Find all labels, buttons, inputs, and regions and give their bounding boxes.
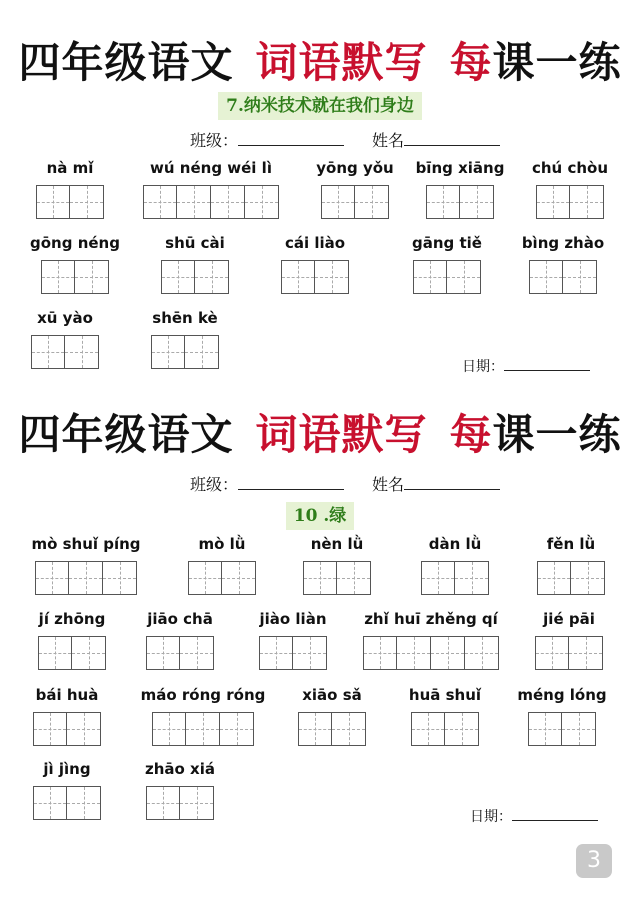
writing-cell[interactable] bbox=[222, 561, 256, 595]
writing-boxes[interactable] bbox=[410, 185, 510, 219]
writing-cell[interactable] bbox=[455, 561, 489, 595]
writing-boxes[interactable] bbox=[138, 712, 268, 746]
sheet2-date-field bbox=[470, 806, 598, 826]
word-item bbox=[30, 232, 120, 294]
writing-cell[interactable] bbox=[41, 260, 75, 294]
pinyin-label: jiāo chā bbox=[147, 610, 213, 628]
writing-cell[interactable] bbox=[426, 185, 460, 219]
sheet1-lesson-banner bbox=[0, 92, 640, 122]
pinyin-label: mò shuǐ píng bbox=[31, 535, 141, 553]
writing-cell[interactable] bbox=[571, 561, 605, 595]
sheet1-title-red2: 每 bbox=[449, 38, 493, 87]
word-item bbox=[185, 533, 259, 595]
writing-boxes[interactable] bbox=[138, 636, 222, 670]
writing-cell[interactable] bbox=[143, 185, 177, 219]
sheet1-title bbox=[0, 30, 640, 90]
writing-cell[interactable] bbox=[67, 712, 101, 746]
pinyin-label: bái huà bbox=[35, 686, 99, 704]
writing-cell[interactable] bbox=[151, 335, 185, 369]
writing-cell[interactable] bbox=[103, 561, 137, 595]
writing-cell[interactable] bbox=[355, 185, 389, 219]
writing-cell[interactable] bbox=[562, 712, 596, 746]
pinyin-label: bīng xiāng bbox=[415, 159, 505, 177]
sheet1-lesson-title: 7.纳米技术就在我们身边 bbox=[218, 92, 422, 120]
writing-cell[interactable] bbox=[33, 712, 67, 746]
writing-cell[interactable] bbox=[33, 786, 67, 820]
writing-cell[interactable] bbox=[70, 185, 104, 219]
pinyin-label: xiāo sǎ bbox=[302, 686, 362, 704]
pinyin-label: jì jìng bbox=[43, 760, 91, 778]
writing-cell[interactable] bbox=[421, 561, 455, 595]
writing-boxes[interactable] bbox=[30, 260, 120, 294]
writing-boxes[interactable] bbox=[142, 185, 280, 219]
writing-cell[interactable] bbox=[529, 260, 563, 294]
writing-cell[interactable] bbox=[569, 636, 603, 670]
word-item bbox=[246, 608, 340, 670]
sheet1-name-field bbox=[372, 128, 500, 151]
sheet2-lesson-title: 10 .绿 bbox=[286, 502, 355, 530]
writing-cell[interactable] bbox=[188, 561, 222, 595]
writing-boxes[interactable] bbox=[30, 712, 104, 746]
pinyin-label: nèn lǜ bbox=[310, 535, 364, 553]
word-item bbox=[35, 157, 105, 219]
sheet2-title bbox=[0, 402, 640, 462]
pinyin-label: shū cài bbox=[165, 234, 225, 252]
writing-cell[interactable] bbox=[447, 260, 481, 294]
sheet2-class-field bbox=[190, 472, 344, 495]
word-item bbox=[270, 232, 360, 294]
sheet1-date-field bbox=[462, 356, 590, 376]
writing-cell[interactable] bbox=[298, 712, 332, 746]
word-item bbox=[400, 684, 490, 746]
writing-cell[interactable] bbox=[75, 260, 109, 294]
writing-cell[interactable] bbox=[563, 260, 597, 294]
sheet2-date-blank[interactable] bbox=[512, 806, 598, 821]
writing-boxes[interactable] bbox=[400, 712, 490, 746]
writing-cell[interactable] bbox=[460, 185, 494, 219]
word-item bbox=[402, 232, 492, 294]
sheet2-title-black2: 课一练 bbox=[492, 410, 622, 459]
pinyin-label: gāng tiě bbox=[412, 234, 482, 252]
sheet1-class-field bbox=[190, 128, 344, 151]
sheet2-name-label: 姓名 bbox=[372, 475, 405, 494]
writing-boxes[interactable] bbox=[402, 260, 492, 294]
word-item bbox=[30, 307, 100, 369]
sheet1-class-label: 班级： bbox=[190, 131, 239, 150]
pinyin-label: jiào liàn bbox=[259, 610, 327, 628]
word-item bbox=[142, 157, 280, 219]
writing-boxes[interactable] bbox=[292, 712, 372, 746]
writing-boxes[interactable] bbox=[418, 561, 492, 595]
writing-boxes[interactable] bbox=[305, 185, 405, 219]
writing-boxes[interactable] bbox=[140, 786, 220, 820]
writing-cell[interactable] bbox=[38, 636, 72, 670]
writing-cell[interactable] bbox=[293, 636, 327, 670]
writing-cell[interactable] bbox=[413, 260, 447, 294]
writing-cell[interactable] bbox=[186, 712, 220, 746]
writing-cell[interactable] bbox=[161, 260, 195, 294]
sheet2-name-field bbox=[372, 472, 500, 495]
writing-boxes[interactable] bbox=[530, 185, 610, 219]
writing-cell[interactable] bbox=[315, 260, 349, 294]
sheet1-name-label: 姓名 bbox=[372, 131, 405, 150]
writing-boxes[interactable] bbox=[30, 561, 142, 595]
writing-cell[interactable] bbox=[245, 185, 279, 219]
sheet2-title-black: 四年级语文 bbox=[18, 410, 234, 459]
word-item bbox=[140, 758, 220, 820]
sheet1-title-red: 词语默写 bbox=[255, 38, 428, 87]
writing-cell[interactable] bbox=[177, 185, 211, 219]
sheet2-title-red2: 每 bbox=[449, 410, 493, 459]
pinyin-label: huā shuǐ bbox=[408, 686, 482, 704]
writing-cell[interactable] bbox=[528, 712, 562, 746]
writing-boxes[interactable] bbox=[35, 185, 105, 219]
pinyin-label: cái liào bbox=[284, 234, 346, 252]
pinyin-label: nà mǐ bbox=[46, 159, 94, 177]
sheet2-class-label: 班级： bbox=[190, 475, 239, 494]
sheet2-lesson-banner bbox=[0, 502, 640, 532]
writing-cell[interactable] bbox=[220, 712, 254, 746]
sheet1-name-blank[interactable] bbox=[404, 129, 500, 146]
pinyin-label: yōng yǒu bbox=[316, 159, 394, 177]
writing-cell[interactable] bbox=[36, 185, 70, 219]
pinyin-label: zhāo xiá bbox=[145, 760, 215, 778]
pinyin-label: jié pāi bbox=[543, 610, 595, 628]
writing-cell[interactable] bbox=[195, 260, 229, 294]
writing-cell[interactable] bbox=[146, 636, 180, 670]
word-item bbox=[30, 608, 114, 670]
pinyin-label: máo róng róng bbox=[140, 686, 266, 704]
writing-boxes[interactable] bbox=[530, 636, 608, 670]
writing-cell[interactable] bbox=[337, 561, 371, 595]
word-item bbox=[410, 157, 510, 219]
sheet1-date-label: 日期： bbox=[462, 359, 504, 375]
pinyin-label: zhǐ huī zhěng qí bbox=[364, 610, 498, 628]
writing-cell[interactable] bbox=[397, 636, 431, 670]
pinyin-label: fěn lǜ bbox=[546, 535, 596, 553]
word-item bbox=[530, 157, 610, 219]
word-item bbox=[292, 684, 372, 746]
pinyin-label: wú néng wéi lì bbox=[150, 159, 272, 177]
writing-cell[interactable] bbox=[431, 636, 465, 670]
writing-cell[interactable] bbox=[281, 260, 315, 294]
writing-cell[interactable] bbox=[65, 335, 99, 369]
word-item bbox=[352, 608, 510, 670]
writing-cell[interactable] bbox=[303, 561, 337, 595]
pinyin-label: gōng néng bbox=[30, 234, 120, 252]
writing-cell[interactable] bbox=[152, 712, 186, 746]
writing-boxes[interactable] bbox=[30, 335, 100, 369]
word-item bbox=[534, 533, 608, 595]
writing-cell[interactable] bbox=[185, 335, 219, 369]
writing-cell[interactable] bbox=[72, 636, 106, 670]
pinyin-label: chú chòu bbox=[531, 159, 609, 177]
word-item bbox=[150, 232, 240, 294]
writing-cell[interactable] bbox=[363, 636, 397, 670]
pinyin-label: méng lóng bbox=[517, 686, 607, 704]
writing-cell[interactable] bbox=[465, 636, 499, 670]
pinyin-label: dàn lǜ bbox=[428, 535, 482, 553]
writing-boxes[interactable] bbox=[270, 260, 360, 294]
word-item bbox=[30, 684, 104, 746]
writing-boxes[interactable] bbox=[516, 712, 608, 746]
sheet1-title-black2: 课一练 bbox=[492, 38, 622, 87]
writing-boxes[interactable] bbox=[30, 786, 104, 820]
word-item bbox=[516, 684, 608, 746]
sheet1-title-black: 四年级语文 bbox=[18, 38, 234, 87]
word-item bbox=[138, 684, 268, 746]
writing-cell[interactable] bbox=[211, 185, 245, 219]
writing-cell[interactable] bbox=[259, 636, 293, 670]
writing-cell[interactable] bbox=[69, 561, 103, 595]
writing-cell[interactable] bbox=[180, 786, 214, 820]
word-item bbox=[530, 608, 608, 670]
writing-cell[interactable] bbox=[31, 335, 65, 369]
writing-cell[interactable] bbox=[321, 185, 355, 219]
writing-boxes[interactable] bbox=[145, 335, 225, 369]
pinyin-label: bìng zhào bbox=[521, 234, 605, 252]
writing-cell[interactable] bbox=[411, 712, 445, 746]
writing-cell[interactable] bbox=[332, 712, 366, 746]
writing-cell[interactable] bbox=[445, 712, 479, 746]
sheet2-class-blank[interactable] bbox=[238, 473, 344, 490]
sheet2-title-red: 词语默写 bbox=[255, 410, 428, 459]
sheet1-class-blank[interactable] bbox=[238, 129, 344, 146]
word-item bbox=[300, 533, 374, 595]
writing-cell[interactable] bbox=[146, 786, 180, 820]
writing-boxes[interactable] bbox=[352, 636, 510, 670]
writing-cell[interactable] bbox=[67, 786, 101, 820]
writing-cell[interactable] bbox=[536, 185, 570, 219]
word-item bbox=[305, 157, 405, 219]
writing-boxes[interactable] bbox=[534, 561, 608, 595]
word-item bbox=[418, 533, 492, 595]
writing-boxes[interactable] bbox=[300, 561, 374, 595]
word-item bbox=[30, 758, 104, 820]
writing-cell[interactable] bbox=[570, 185, 604, 219]
writing-cell[interactable] bbox=[35, 561, 69, 595]
writing-cell[interactable] bbox=[537, 561, 571, 595]
word-item bbox=[138, 608, 222, 670]
page-number-badge: 3 bbox=[576, 844, 612, 878]
word-item bbox=[517, 232, 609, 294]
writing-boxes[interactable] bbox=[246, 636, 340, 670]
sheet2-name-blank[interactable] bbox=[404, 473, 500, 490]
pinyin-label: jí zhōng bbox=[38, 610, 106, 628]
writing-cell[interactable] bbox=[535, 636, 569, 670]
writing-cell[interactable] bbox=[180, 636, 214, 670]
writing-boxes[interactable] bbox=[185, 561, 259, 595]
pinyin-label: shēn kè bbox=[152, 309, 218, 327]
word-item bbox=[30, 533, 142, 595]
pinyin-label: xū yào bbox=[37, 309, 93, 327]
writing-boxes[interactable] bbox=[30, 636, 114, 670]
sheet2-date-label: 日期： bbox=[470, 809, 512, 825]
sheet1-date-blank[interactable] bbox=[504, 356, 590, 371]
writing-boxes[interactable] bbox=[517, 260, 609, 294]
word-item bbox=[145, 307, 225, 369]
pinyin-label: mò lǜ bbox=[198, 535, 246, 553]
writing-boxes[interactable] bbox=[150, 260, 240, 294]
